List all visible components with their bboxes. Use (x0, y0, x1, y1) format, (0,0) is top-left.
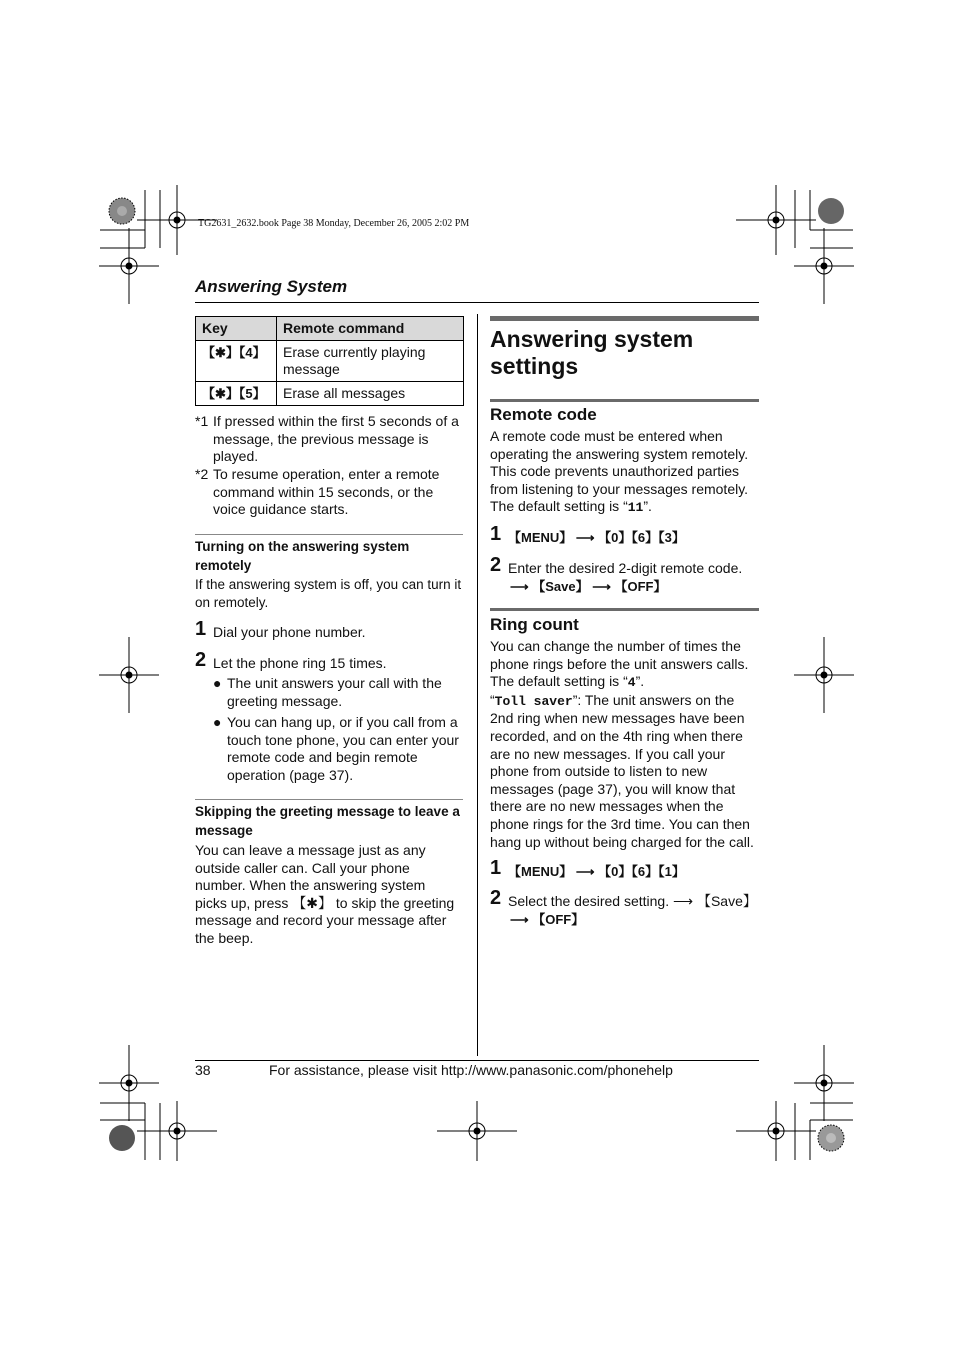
page-number: 38 (195, 1062, 211, 1078)
remote-code-intro (490, 428, 759, 517)
table-cell-key: 【✱】【5】 (196, 382, 277, 406)
remote-code-heading: Remote code (490, 405, 597, 424)
step-text: Dial your phone number. (213, 624, 366, 640)
ring-count-heading: Ring count (490, 615, 579, 634)
remote-code-default: 11 (627, 500, 644, 516)
table-cell-command: Erase all messages (277, 382, 464, 406)
bullet-item (213, 714, 463, 784)
footnote-text: To resume operation, enter a remote command within 15 seconds, or the voice guidance starts. (213, 466, 440, 518)
step-number: 2 (490, 554, 502, 576)
divider (195, 534, 463, 535)
ring-count-step-1 (490, 857, 759, 881)
footnote-number: *1 (195, 413, 209, 429)
column-divider (477, 314, 478, 1056)
turning-on-intro: If the answering system is off, you can turn it on remotely. (195, 577, 462, 610)
step-number: 1 (490, 857, 502, 879)
subheading-bar (490, 399, 759, 402)
toll-saver-text: ”: The unit answers on the 2nd ring when new messages have been recorded, and on the 4th ring when there are no new messages. If you call your phone from outside to listen to new messages (page 37), you will know that there are no new messages when the phone rings for the 3rd time. You can then hang up without being charged for the call. (490, 691, 754, 850)
step-text: Let the phone ring 15 times. (213, 655, 387, 671)
heading-bar (490, 316, 759, 321)
footnote-text: If pressed within the first 5 seconds of a message, the previous message is played. (213, 413, 459, 465)
file-header: TG2631_2632.book Page 38 Monday, December 26, 2005 2:02 PM (198, 218, 470, 229)
footnote-number: *2 (195, 466, 209, 482)
table-header-key: Key (196, 317, 277, 341)
step-text: 【MENU】 ⟶ 【0】【6】【1】 (508, 864, 685, 879)
table-cell-key: 【✱】【4】 (196, 341, 277, 382)
toll-saver-label: Toll saver (494, 693, 573, 709)
footer-rule (195, 1060, 759, 1061)
divider (195, 799, 463, 800)
remote-code-step-1 (490, 523, 759, 547)
bullet-text: The unit answers your call with the greeting message. (227, 675, 442, 709)
header-rule (195, 302, 759, 303)
turning-on-step-2 (195, 649, 463, 673)
step-number: 1 (490, 523, 502, 545)
step-number: 2 (490, 887, 502, 909)
table-header-command: Remote command (277, 317, 464, 341)
remote-code-step-2 (490, 554, 759, 595)
bullet-item (213, 675, 463, 710)
step-text: Select the desired setting. ⟶ 【Save】 (508, 893, 757, 909)
ring-count-intro-end: ”. (635, 673, 645, 690)
bullet-dot-icon: ● (213, 714, 222, 730)
step-text: 【MENU】 ⟶ 【0】【6】【3】 (508, 530, 685, 545)
table-row (196, 382, 464, 406)
step-number: 1 (195, 618, 207, 640)
step-number: 2 (195, 649, 207, 671)
ring-count-intro-text: You can change the number of times the phone rings before the unit answers calls. The default setting is “ (490, 638, 749, 690)
table-cell-command: Erase currently playing message (277, 341, 464, 382)
remote-code-intro-end: ”. (643, 498, 652, 515)
step-text: Enter the desired 2-digit remote code. (508, 560, 743, 576)
bullet-text: You can hang up, or if you call from a touch tone phone, you can enter your remote code and begin remote operation (page 37). (227, 714, 459, 783)
bullet-dot-icon: ● (213, 675, 222, 691)
footnote-1 (195, 413, 463, 466)
subheading-bar (490, 608, 759, 611)
table-row (196, 341, 464, 382)
footer-help-text: For assistance, please visit http://www.panasonic.com/phonehelp (269, 1062, 673, 1078)
ring-count-intro (490, 638, 759, 851)
remote-code-intro-text: A remote code must be entered when operating the answering system remotely. This code prevents unauthorized parties from listening to your messages remotely. The default setting is “ (490, 428, 749, 515)
footnote-2 (195, 466, 463, 519)
step-keys: ⟶ 【OFF】 (510, 911, 585, 927)
toll-saver-open-quote: “ (490, 691, 495, 708)
skipping-body: You can leave a message just as any outside caller can. Call your phone number. When the answering system picks up, press 【✱】 to skip the greeting message and record your message after the beep. (195, 842, 455, 946)
table-header-row (196, 317, 464, 341)
section-title: Answering System (195, 277, 348, 296)
main-heading: Answering system settings (490, 326, 694, 379)
step-keys: ⟶ 【Save】 ⟶ 【OFF】 (510, 578, 667, 594)
turning-on-heading: Turning on the answering system remotely (195, 539, 410, 573)
ring-count-step-2 (490, 887, 759, 928)
ring-count-default: 4 (627, 675, 636, 691)
skipping-heading: Skipping the greeting message to leave a message (195, 804, 460, 838)
turning-on-step-1 (195, 618, 463, 642)
command-table (195, 316, 464, 406)
